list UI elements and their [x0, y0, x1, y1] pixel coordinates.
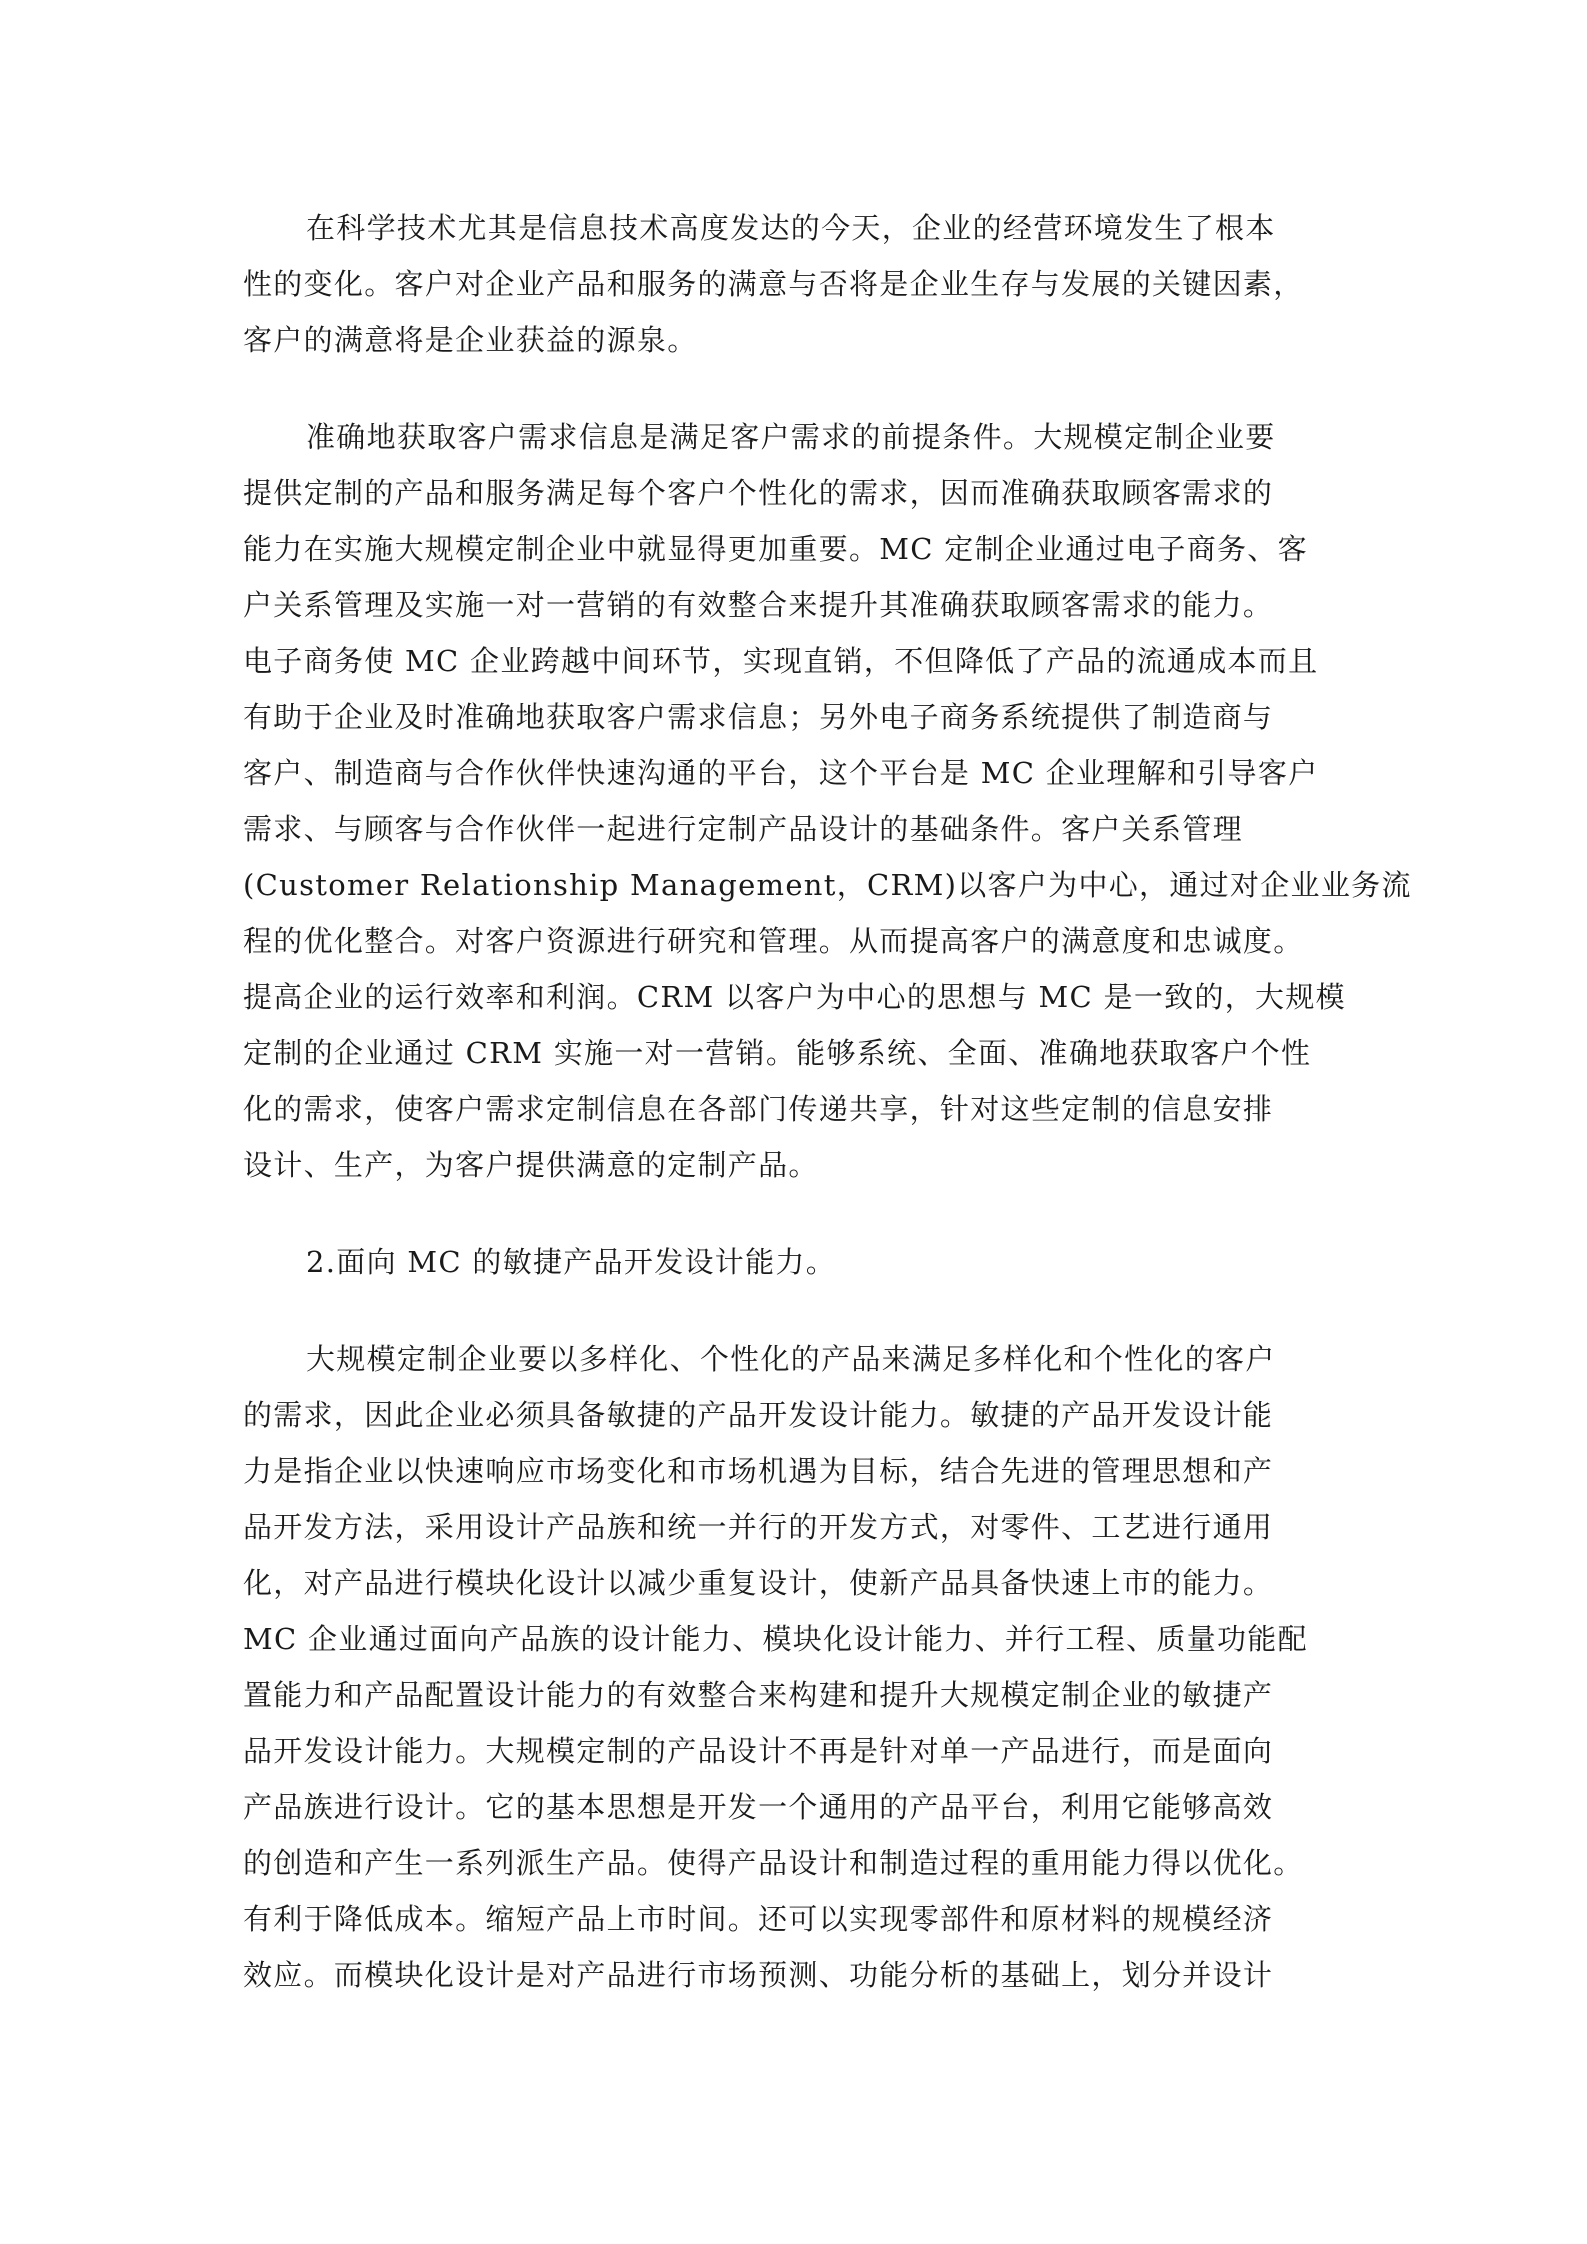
text-line: 效应。而模块化设计是对产品进行市场预测、功能分析的基础上，划分并设计 [243, 1958, 1274, 1992]
section-heading [243, 1242, 1363, 1298]
paragraph-customer-satisfaction [243, 208, 1363, 376]
text-line: 化的需求，使客户需求定制信息在各部门传递共享，针对这些定制的信息安排 [243, 1092, 1274, 1126]
text-line: 品开发方法，采用设计产品族和统一并行的开发方式，对零件、工艺进行通用 [243, 1510, 1274, 1544]
text-line: 化，对产品进行模块化设计以减少重复设计，使新产品具备快速上市的能力。 [243, 1566, 1274, 1600]
paragraph-customer-demand [243, 417, 1412, 1201]
text-line: 有助于企业及时准确地获取客户需求信息；另外电子商务系统提供了制造商与 [243, 700, 1274, 734]
text-line: 提高企业的运行效率和利润。CRM 以客户为中心的思想与 MC 是一致的，大规模 [243, 980, 1346, 1014]
text-line: 在科学技术尤其是信息技术高度发达的今天，企业的经营环境发生了根本 [306, 211, 1276, 245]
text-line: 需求、与顾客与合作伙伴一起进行定制产品设计的基础条件。客户关系管理 [243, 812, 1243, 846]
text-line: 置能力和产品配置设计能力的有效整合来构建和提升大规模定制企业的敏捷产 [243, 1678, 1274, 1712]
heading-text: 2.面向 MC 的敏捷产品开发设计能力。 [306, 1245, 836, 1279]
text-line: MC 企业通过面向产品族的设计能力、模块化设计能力、并行工程、质量功能配 [243, 1622, 1308, 1656]
text-line: 户关系管理及实施一对一营销的有效整合来提升其准确获取顾客需求的能力。 [243, 588, 1274, 622]
text-line: 产品族进行设计。它的基本思想是开发一个通用的产品平台，利用它能够高效 [243, 1790, 1274, 1824]
text-line: 大规模定制企业要以多样化、个性化的产品来满足多样化和个性化的客户 [306, 1342, 1276, 1376]
paragraph-agile-design [243, 1339, 1363, 2011]
document-page [243, 208, 1412, 2052]
text-line: 的创造和产生一系列派生产品。使得产品设计和制造过程的重用能力得以优化。 [243, 1846, 1304, 1880]
text-line: 客户、制造商与合作伙伴快速沟通的平台，这个平台是 MC 企业理解和引导客户 [243, 756, 1319, 790]
text-line: 程的优化整合。对客户资源进行研究和管理。从而提高客户的满意度和忠诚度。 [243, 924, 1304, 958]
text-line: 客户的满意将是企业获益的源泉。 [243, 323, 698, 357]
text-line: (Customer Relationship Management，CRM)以客户为中心，通过对企业业务流 [243, 868, 1412, 902]
text-line: 设计、生产，为客户提供满意的定制产品。 [243, 1148, 819, 1182]
text-line: 能力在实施大规模定制企业中就显得更加重要。MC 定制企业通过电子商务、客 [243, 532, 1308, 566]
text-line: 力是指企业以快速响应市场变化和市场机遇为目标，结合先进的管理思想和产 [243, 1454, 1274, 1488]
text-line: 性的变化。客户对企业产品和服务的满意与否将是企业生存与发展的关键因素， [243, 267, 1304, 301]
text-line: 提供定制的产品和服务满足每个客户个性化的需求，因而准确获取顾客需求的 [243, 476, 1274, 510]
text-line: 的需求，因此企业必须具备敏捷的产品开发设计能力。敏捷的产品开发设计能 [243, 1398, 1274, 1432]
text-line: 电子商务使 MC 企业跨越中间环节，实现直销，不但降低了产品的流通成本而且 [243, 644, 1319, 678]
text-line: 品开发设计能力。大规模定制的产品设计不再是针对单一产品进行，而是面向 [243, 1734, 1274, 1768]
text-line: 有利于降低成本。缩短产品上市时间。还可以实现零部件和原材料的规模经济 [243, 1902, 1274, 1936]
text-line: 定制的企业通过 CRM 实施一对一营销。能够系统、全面、准确地获取客户个性 [243, 1036, 1312, 1070]
text-line: 准确地获取客户需求信息是满足客户需求的前提条件。大规模定制企业要 [306, 420, 1276, 454]
